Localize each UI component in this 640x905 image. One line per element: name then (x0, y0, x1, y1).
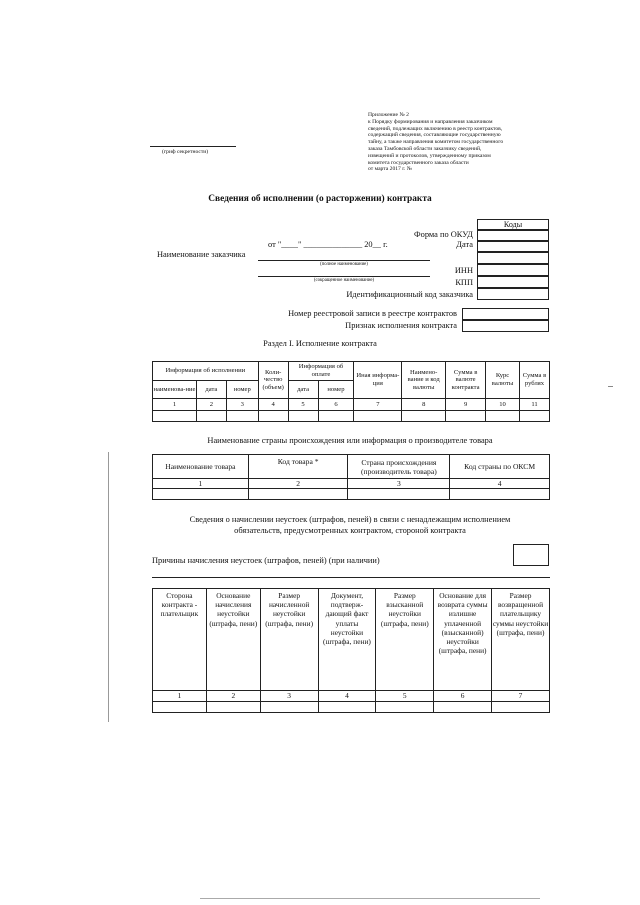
group-execution-header: Информация об исполнении (153, 362, 259, 381)
penalties-title-1: Сведения о начислении неустоек (штрафов, пеней) в связи с ненадлежащим исполнением (189, 515, 511, 524)
penalties-title-2: обязательств, предусмотренных контрактом, стороной контракта (234, 526, 466, 535)
full-name-line (258, 260, 430, 261)
column-number: 8 (402, 399, 446, 411)
column-number: 2 (248, 479, 348, 489)
appendix-line: сведений, подлежащих включению в реестр контрактов, (368, 125, 503, 132)
appendix-line: от марта 2017 г. № (368, 166, 413, 173)
col-returned-header: Размер возвращенной плательщику суммы неустойки (штрафа, пени) (492, 589, 550, 691)
short-name-line (258, 276, 430, 277)
column-number: 1 (153, 691, 207, 702)
column-number: 5 (288, 399, 318, 411)
col-rate-header: Курс валюты (486, 362, 520, 399)
inn-label: ИНН (454, 266, 473, 275)
column-number: 3 (348, 479, 450, 489)
scan-bottom-line (200, 898, 540, 899)
execution-table (152, 361, 550, 422)
column-number: 1 (153, 479, 249, 489)
id-code-label: Идентификационный код заказчика (346, 290, 473, 299)
col-number-header: номер (226, 381, 258, 399)
column-number: 11 (519, 399, 549, 411)
country-table (152, 454, 550, 500)
execution-sign-label: Признак исполнения контракта (345, 321, 457, 330)
column-number: 2 (206, 691, 260, 702)
col-sum-rub-header: Сумма в рублях (519, 362, 549, 399)
table-row[interactable] (153, 411, 550, 422)
section1-title: Раздел I. Исполнение контракта (263, 339, 377, 348)
kpp-label: КПП (455, 278, 473, 287)
penalties-table (152, 588, 550, 713)
column-number: 10 (486, 399, 520, 411)
column-number: 3 (260, 691, 318, 702)
col-return-basis-header: Основание для возврата суммы излишне уплаченной (взысканной) неустойки (штрафа, пени) (434, 589, 492, 691)
col-pay-date-header: дата (288, 381, 318, 399)
date-line: от "____" ______________ 20__ г. (268, 240, 388, 249)
column-number: 4 (450, 479, 550, 489)
date-cell[interactable] (477, 241, 549, 252)
codes-heading: Коды (477, 219, 549, 230)
col-oksm-header: Код страны по ОКСМ (450, 455, 550, 479)
col-pay-number-header: номер (318, 381, 354, 399)
scan-mark (608, 386, 613, 387)
date-label: Дата (456, 240, 473, 249)
appendix-line: тайну, а также направления комитетом государственного (368, 139, 504, 146)
customer-label: Наименование заказчика (157, 250, 246, 259)
table-row[interactable] (153, 489, 550, 500)
country-section-title: Наименование страны происхождения или информация о производителе товара (207, 436, 493, 445)
col-basis-header: Основание начисления неустойки (штрафа, пени) (206, 589, 260, 691)
col-size-header: Размер начисленной неустойки (штрафа, пени) (260, 589, 318, 691)
column-number: 1 (153, 399, 197, 411)
kpp-cell[interactable] (477, 276, 549, 288)
inn-cell[interactable] (477, 264, 549, 276)
column-number: 4 (258, 399, 288, 411)
col-collected-header: Размер взысканной неустойки (штрафа, пени) (376, 589, 434, 691)
col-product-header: Наименование товара (153, 455, 249, 479)
column-number: 5 (376, 691, 434, 702)
col-other-header: Иная информа-ция (354, 362, 402, 399)
okud-label: Форма по ОКУД (414, 230, 473, 239)
okud-cell[interactable] (477, 230, 549, 241)
column-number: 6 (318, 399, 354, 411)
secrecy-label: (гриф секретности) (162, 149, 209, 155)
short-name-caption: (сокращенное наименование) (313, 278, 375, 283)
execution-sign-field[interactable] (462, 320, 549, 332)
penalty-reasons-line (152, 577, 550, 578)
column-number: 4 (318, 691, 376, 702)
appendix-line: Приложение № 2 (368, 112, 409, 118)
col-party-header: Сторона контракта - плательщик (153, 589, 207, 691)
column-number: 7 (354, 399, 402, 411)
id-code-cell[interactable] (477, 288, 549, 300)
column-number: 2 (196, 399, 226, 411)
col-sum-currency-header: Сумма в валюте контракта (446, 362, 486, 399)
column-number: 7 (492, 691, 550, 702)
document-title: Сведения об исполнении (о расторжении) контракта (208, 194, 432, 204)
col-qty-header: Коли-чество (объем) (258, 362, 288, 399)
col-country-header: Страна происхождения (производитель товара) (348, 455, 450, 479)
penalty-reasons-field[interactable] (513, 544, 549, 566)
appendix-line: к Порядку формирования и направления заказчиком (368, 118, 493, 125)
column-number: 6 (434, 691, 492, 702)
col-doc-header: Документ, подтверж-дающий факт уплаты неустойки (штрафа, пени) (318, 589, 376, 691)
scan-edge-line (108, 452, 109, 722)
secrecy-line (150, 146, 236, 147)
full-name-caption: (полное наименование) (320, 262, 368, 267)
registry-record-label: Номер реестровой записи в реестре контрактов (288, 309, 457, 318)
col-name-header: наименова-ние (153, 381, 197, 399)
group-payment-header: Информация об оплате (288, 362, 354, 381)
registry-record-field[interactable] (462, 308, 549, 320)
penalty-reasons-label: Причины начисления неустоек (штрафов, пеней) (при наличии) (152, 556, 380, 565)
appendix-line: заказа Тамбовской области заказчику сведений, (368, 145, 482, 152)
col-currency-name-header: Наимено-вание и код валюты (402, 362, 446, 399)
appendix-line: комитета государственного заказа области (368, 159, 469, 166)
col-date-header: дата (196, 381, 226, 399)
column-number: 3 (226, 399, 258, 411)
col-code-header: Код товара * (248, 455, 348, 479)
appendix-block (368, 112, 568, 173)
column-number: 9 (446, 399, 486, 411)
appendix-line: извещений и протоколов, утвержденному приказом (368, 152, 491, 159)
table-row[interactable] (153, 702, 550, 713)
empty-code-cell[interactable] (477, 252, 549, 264)
appendix-line: содержащий сведения, составляющие государственную (368, 132, 501, 139)
